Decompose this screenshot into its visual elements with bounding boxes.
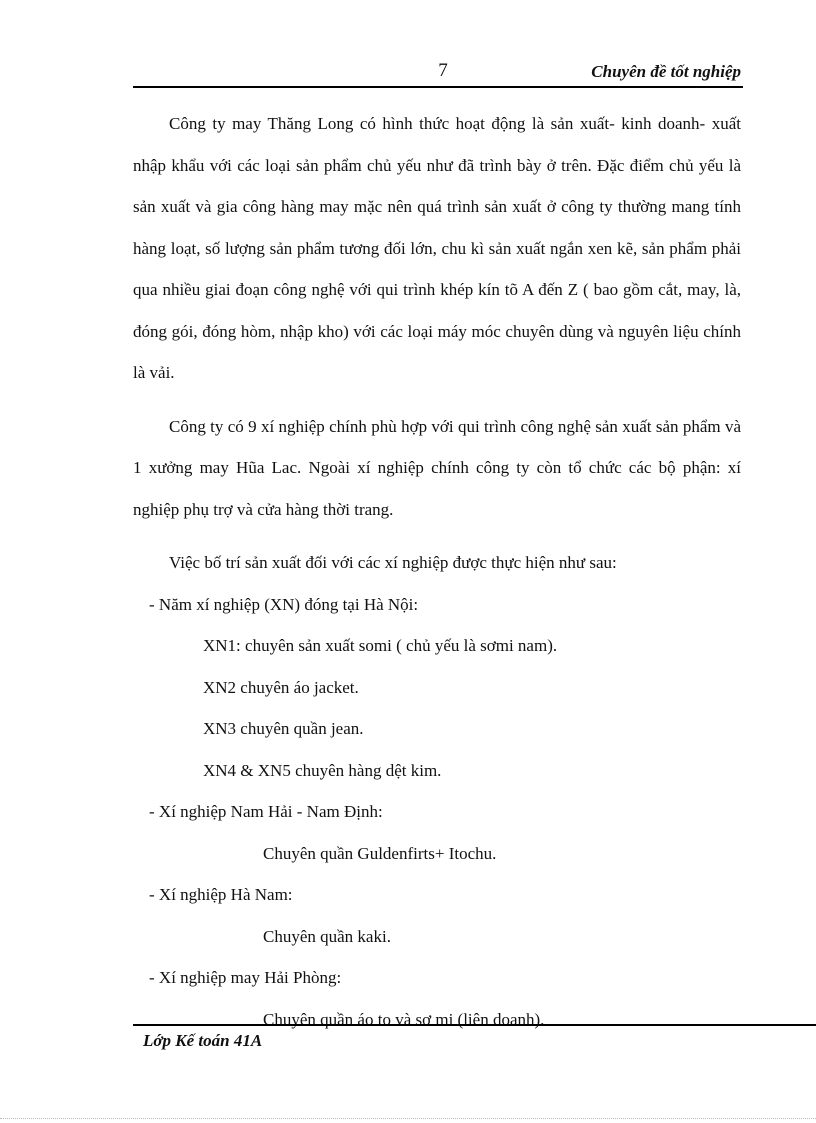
list-item-xn1: XN1: chuyên sản xuất somi ( chủ yếu là sơmi nam). bbox=[203, 636, 558, 655]
list-item-hanam-group: - Xí nghiệp Hà Nam: bbox=[149, 885, 293, 904]
list-item-namhai-group: - Xí nghiệp Nam Hải - Nam Định: bbox=[149, 802, 383, 821]
list-item-namhai-detail: Chuyên quần Guldenfirts+ Itochu. bbox=[263, 843, 497, 863]
footer-rule bbox=[133, 1024, 816, 1026]
page-number: 7 bbox=[438, 60, 448, 81]
intro-line: Việc bố trí sản xuất đối với các xí nghiệp được thực hiện như sau: bbox=[169, 553, 617, 572]
list-item-haiphong-detail: Chuyên quần áo to và sơ mi (liên doanh). bbox=[263, 1009, 545, 1029]
list-item-hanoi-group: - Năm xí nghiệp (XN) đóng tại Hà Nội: bbox=[149, 594, 419, 614]
header-title: Chuyên đề tốt nghiệp bbox=[591, 62, 741, 81]
list-item-xn3: XN3 chuyên quần jean. bbox=[203, 719, 364, 738]
list-item-hanam-detail: Chuyên quần kaki. bbox=[263, 926, 391, 946]
list-item-haiphong-group: - Xí nghiệp may Hải Phòng: bbox=[149, 968, 342, 987]
paragraph-enterprises: Công ty có 9 xí nghiệp chính phù hợp với qui trình công nghệ sản xuất sản phẩm và 1 xưởng may Hũa Lac. Ngoài xí nghiệp chính công ty còn tổ chức các bộ phận: xí nghiệp phụ trợ và cửa hàng thời trang. bbox=[133, 416, 741, 519]
header-rule bbox=[133, 86, 743, 88]
document-body bbox=[133, 103, 741, 1040]
paragraph-company-operations: Công ty may Thăng Long có hình thức hoạt động là sản xuất- kinh doanh- xuất nhập khẩu với các loại sản phẩm chủ yếu như đã trình bày ở trên. Đặc điểm chủ yếu là sản xuất và gia công hàng may mặc nên quá trình sản xuất ở công ty thường mang tính hàng loạt, số lượng sản phẩm tương đối lớn, chu kì sản xuất ngắn xen kẽ, sản phẩm phải qua nhiều giai đoạn công nghệ với qui trình khép kín tõ A đến Z ( bao gồm cắt, may, là, đóng gói, đóng hòm, nhập kho) với các loại máy móc chuyên dùng và nguyên liệu chính là vải. bbox=[133, 114, 741, 382]
list-item-xn2: XN2 chuyên áo jacket. bbox=[203, 677, 359, 697]
footer-class-label: Lớp Kế toán 41A bbox=[143, 1031, 263, 1050]
page-bottom-dotted-line bbox=[0, 1118, 816, 1119]
list-item-xn4-xn5: XN4 & XN5 chuyên hàng dệt kim. bbox=[203, 760, 442, 780]
